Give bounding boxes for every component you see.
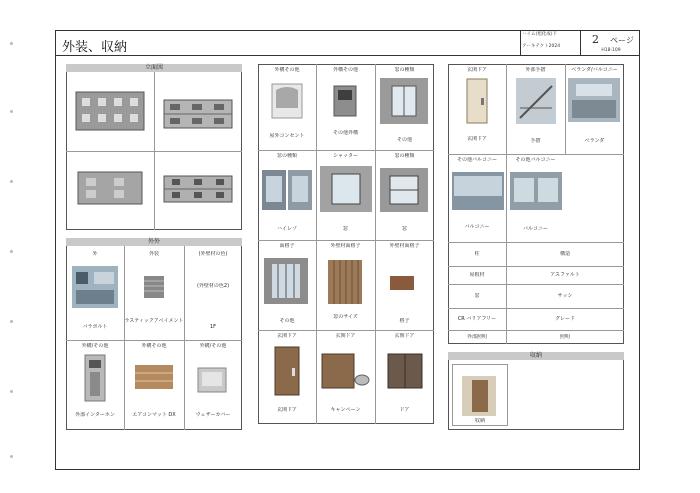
exterior-col-label-2: 外装: [148, 251, 159, 257]
right-table-label-1: 柱: [474, 251, 480, 257]
right-r2-c1: バルコニー: [464, 224, 490, 230]
right-table-value-2: アスファルト: [550, 272, 580, 278]
punch-holes: [0, 0, 20, 493]
exterior-row1-cap-3: 1F: [209, 324, 217, 330]
exterior-row2-cap-1: 外部インターホン: [75, 412, 115, 418]
mid-r3-photo-3: [390, 276, 414, 290]
mid-r3-photo-2: [328, 260, 362, 304]
right-table-h3: [448, 308, 624, 309]
right-divider-h1: [448, 154, 624, 155]
exterior-photo-building: [70, 264, 120, 310]
exterior-row2-cap-3: ウェザーカバー: [195, 412, 231, 418]
mid-r1-c2: その他外構: [332, 130, 358, 136]
right-table-label-3: 窓: [474, 293, 480, 299]
right-r1-c3: ベランダ: [584, 138, 605, 144]
right-r1-h3: ベランダ/バルコニー: [571, 67, 618, 73]
right-r2-h2: その他バルコニー: [515, 157, 556, 163]
right-r2-photo-1: [452, 172, 504, 210]
right-table-value-4: グレード: [554, 316, 575, 322]
right-r2-h1: その他バルコニー: [456, 157, 497, 163]
right-table-label-2: 屋根材: [469, 272, 485, 278]
right-table-h1: [448, 266, 624, 267]
right-divider-h2: [448, 242, 624, 243]
mid-r1-photo-outlet: [270, 82, 304, 120]
mid-r4-c3: ドア: [399, 407, 410, 413]
mid-r2-h2: シャッター: [333, 153, 358, 159]
exterior-photo-aircon-mat: [134, 364, 174, 390]
right-r1-photo-door: [466, 78, 488, 124]
mid-r4-photo-door-3: [386, 352, 424, 390]
mid-r2-photo-1: [262, 170, 312, 210]
mid-r3-c2: 窓のサイズ: [333, 314, 358, 320]
storage-caption: 収納: [474, 418, 485, 424]
mid-r3-h2: 外壁材面格子: [330, 243, 361, 249]
exterior-divider-v1: [124, 246, 125, 430]
mid-r4-c2: キャンペーン: [330, 407, 361, 413]
right-table-h4: [448, 330, 624, 331]
mid-r4-photo-door-2: [320, 352, 370, 390]
right-r1-h1: 玄関ドア: [467, 67, 487, 73]
mid-r1-h2: 外構その他: [332, 67, 358, 73]
mid-r2-c3: 窓: [401, 226, 407, 232]
mid-r2-h1: 窓の種類: [276, 153, 297, 159]
right-table-label-5: 外部照明: [466, 334, 487, 340]
right-divider-v1: [506, 64, 507, 242]
middle-divider-h2: [258, 240, 434, 241]
right-r1-h2: 外部手摺: [525, 67, 546, 73]
exterior-row2-cap-2: エアコンマット DX: [132, 412, 176, 418]
exterior-col-label-1: 外: [92, 251, 98, 257]
exterior-photo-intercom: [84, 354, 106, 402]
mid-r4-h1: 玄関ドア: [277, 333, 297, 339]
right-table-label-4: CR バリアフリー: [457, 316, 497, 322]
exterior-row1-cap-2: ラスティックアベイメント: [124, 318, 184, 324]
mid-r3-h1: 面格子: [279, 243, 295, 249]
right-r2-photo-2: [510, 172, 562, 210]
exterior-col-label-3: (外壁材の色): [198, 251, 228, 257]
storage-photo: [462, 376, 496, 416]
right-r2-c2: バルコニー: [522, 226, 548, 232]
mid-r1-c1: 屋外コンセント: [269, 133, 305, 139]
mid-r2-photo-2: [320, 166, 372, 212]
right-table-value-5: 照明: [559, 334, 570, 340]
mid-r4-photo-door: [274, 346, 300, 396]
exterior-divider-v2: [184, 246, 185, 430]
mid-r2-c2: 窓: [342, 226, 348, 232]
mid-r4-h3: 玄関ドア: [394, 333, 415, 339]
mid-r1-c3: その他: [396, 137, 412, 143]
page-title: 外装、収納: [62, 40, 128, 55]
mid-r1-photo-window: [380, 78, 428, 124]
right-r1-c2: 手摺: [530, 138, 541, 144]
exterior-row1-cap-1: バラボルト: [82, 324, 108, 330]
mid-r3-c3: 格子: [399, 318, 410, 324]
storage-header: 収納: [448, 352, 624, 360]
doc-code: H18-109: [601, 48, 621, 53]
middle-divider-h1: [258, 150, 434, 151]
exterior-row2-header-1: 外構/その他: [81, 343, 109, 349]
right-table-h2: [448, 284, 624, 285]
elevation-header: 立面図: [66, 64, 242, 72]
page-number: 2: [592, 33, 599, 46]
page-unit: ページ: [610, 36, 634, 45]
exterior-photo-siding: [144, 276, 164, 298]
elevation-drawing-left: [74, 166, 146, 210]
middle-divider-h3: [258, 330, 434, 331]
elevation-drawing-right: [160, 172, 236, 206]
exterior-photo-weather-cover: [196, 364, 230, 394]
mid-r1-h3: 窓の種類: [394, 67, 415, 73]
exterior-divider-h1: [66, 340, 242, 341]
mid-r1-h1: 外構その他: [274, 67, 300, 73]
right-r1-photo-rail: [516, 78, 556, 124]
exterior-row2-header-3: 外構/その他: [199, 343, 227, 349]
mid-r2-c1: ハイレゾ: [276, 226, 297, 232]
mid-r1-photo-box: [332, 84, 358, 118]
right-r1-c1: 玄関ドア: [467, 136, 487, 142]
mid-r4-h2: 玄関ドア: [335, 333, 356, 339]
mid-r3-h3: 外壁材面格子: [389, 243, 420, 249]
exterior-header: 外外: [66, 238, 242, 246]
mid-r3-c1: その他: [279, 318, 295, 324]
company-name: ハイム(旭化成)下: [522, 32, 558, 37]
elevation-drawing-rear: [160, 96, 236, 132]
elevation-divider-h: [66, 151, 242, 152]
mid-r4-c1: 玄関ドア: [277, 407, 297, 413]
mid-r2-h3: 窓の種類: [394, 153, 415, 159]
elevation-drawing-front: [72, 86, 148, 136]
mid-r2-photo-3: [380, 168, 428, 212]
exterior-sub-label: (外壁材の色2): [196, 283, 230, 289]
right-table-value-3: サッシ: [557, 293, 573, 299]
mid-r3-photo-1: [264, 258, 308, 304]
company-sub: アーキテクト2024: [522, 44, 561, 49]
right-r1-photo-balcony: [568, 78, 620, 122]
exterior-row2-header-2: 外構その他: [141, 343, 167, 349]
right-table-value-1: 構造: [559, 251, 570, 257]
